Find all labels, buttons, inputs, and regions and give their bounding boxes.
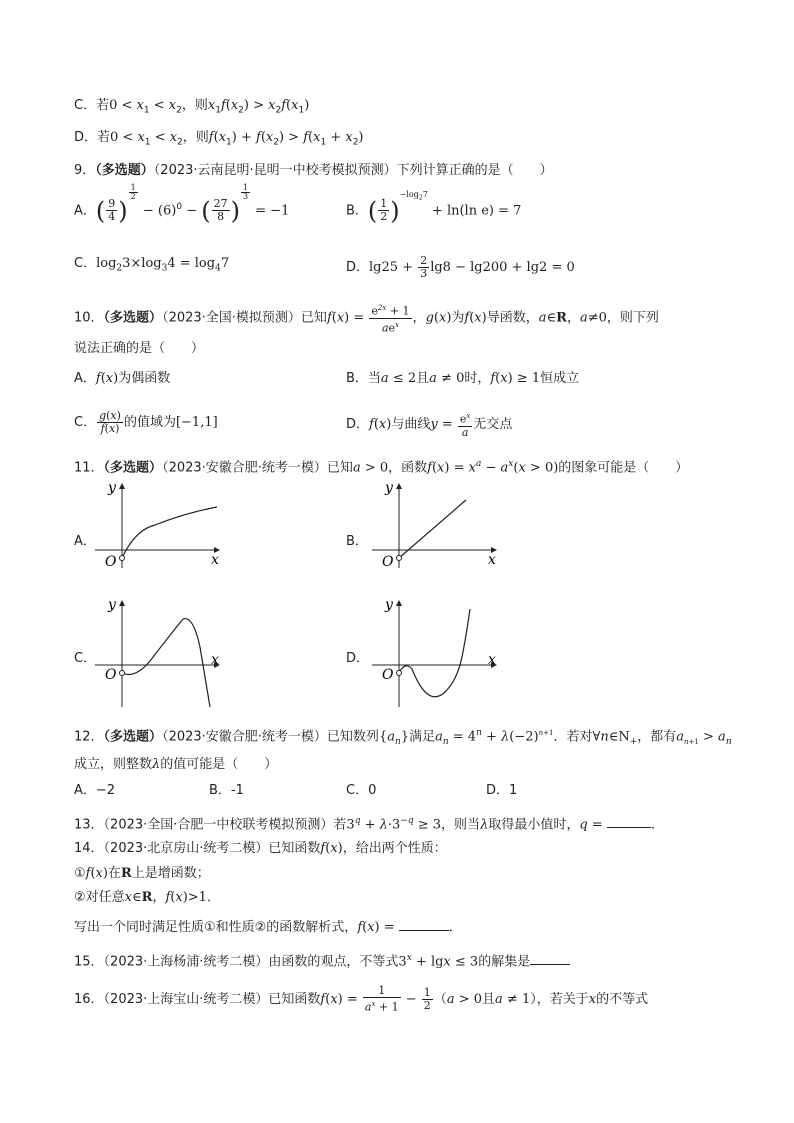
q10-option-b: B．当a ≤ 2且a ≠ 0时，f(x) ≥ 1恒成立 <box>346 371 580 386</box>
q11-stem: 11．（多选题）（2023·安徽合肥·统考一模）已知a > 0，函数$f(x) = x^a - a^x(x > 0)$的图象可能是（ ） <box>74 459 689 476</box>
q12-option-d: D．1 <box>486 783 518 798</box>
q10-line2: 说法正确的是（ ） <box>74 341 205 356</box>
axis-x-label: x <box>211 652 219 668</box>
q11-graph-b <box>372 480 507 570</box>
q9-option-b: B．( $\frac{1}{2}$ )$^{-log_27}$ + ln(ln e) = 7 <box>346 190 522 225</box>
q12-option-c: C．0 <box>346 783 377 798</box>
axis-y-label: y <box>385 597 393 613</box>
q12-stem: 12．（多选题）（2023·安徽合肥·统考一模）已知数列$\{a_n\}$满足$a_n = 4^n + \lambda(-2)^{n+1}$．若对$\forall n\in N_+$，都有$a_{n+1} > a_n$ <box>74 728 732 747</box>
q9-option-c: C．$\log_23\times\log_34 = \log_47$ <box>74 256 230 274</box>
q9-option-a: A．( $\frac{9}{4}$ ) $^{\frac{1}{2}}$ − $(6)^0$ − ( $\frac{27}{8}$ ) $^{\frac{1}{3}}$ = −1 <box>74 183 290 225</box>
origin-label: O <box>105 667 117 683</box>
q9-stem: 9．（多选题）（2023·云南昆明·昆明一中校考模拟预测）下列计算正确的是（ ） <box>74 163 553 178</box>
q8-option-d: D．若$0 < x_1 < x_2$，则$f(x_1) + f(x_2) > f(x_1 + x_2)$ <box>74 130 364 148</box>
q11-option-b-label: B． <box>346 534 368 549</box>
q10-option-c: C． $\frac{g(x)}{f(x)}$ 的值域为[−1,1] <box>74 409 218 435</box>
q11-option-a-label: A． <box>74 534 96 549</box>
q8-option-c: C．若$0 < x_1 < x_2$，则$x_1f(x_2) > x_2f(x_1)$ <box>74 98 310 116</box>
q12-option-b: B．-1 <box>209 783 244 798</box>
q11-graph-a <box>95 480 230 570</box>
origin-label: O <box>105 554 117 570</box>
axis-x-label: x <box>211 552 219 568</box>
axis-y-label: y <box>385 480 393 496</box>
q10-option-a: A．f(x)为偶函数 <box>74 371 171 386</box>
origin-label: O <box>382 667 394 683</box>
origin-label: O <box>382 554 394 570</box>
q11-graph-c <box>95 597 230 712</box>
q14-ask: 写出一个同时满足性质①和性质②的函数解析式，f(x) = ． <box>74 920 462 935</box>
q16-stem: 16．（2023·上海宝山·统考二模）已知函数f(x) = $\frac{1}{a^x + 1}$ − $\frac{1}{2}$ （a > 0且a ≠ 1），若关于x的不等式 <box>74 984 649 1014</box>
q12-option-a: A．−2 <box>74 783 116 798</box>
q14-property-2: ②对任意x∈R，f(x)>1． <box>74 890 220 905</box>
axis-y-label: y <box>108 480 116 496</box>
q13-stem: 13．（2023·全国·合肥一中校联考模拟预测）若$3^q + \lambda\cdot 3^{-q} \ge 3$，则当λ取得最小值时，q = . <box>74 816 655 833</box>
q11-graph-d <box>372 597 507 712</box>
q11-option-c-label: C． <box>74 651 97 666</box>
axis-x-label: x <box>488 552 496 568</box>
q10-stem: 10．（多选题）（2023·全国·模拟预测）已知f(x) = $\frac{e^{2x} + 1}{ae^x}$ ，g(x)为f(x)导函数，a∈R，a≠0，则下列 <box>74 304 659 335</box>
q9-option-d: D．lg25 + $\frac{2}{3}$ lg8 − lg200 + lg2 = 0 <box>346 254 575 280</box>
axis-y-label: y <box>108 597 116 613</box>
q11-option-d-label: D． <box>346 651 370 666</box>
q14-stem: 14．（2023·北京房山·统考二模）已知函数f(x)，给出两个性质： <box>74 841 447 856</box>
q10-option-d: D．f(x)与曲线y = $\frac{e^x}{a}$ 无交点 <box>346 412 513 439</box>
q12-line2: 成立，则整数λ的值可能是（ ） <box>74 757 278 772</box>
q14-property-1: ①f(x)在R上是增函数； <box>74 866 210 881</box>
q15-stem: 15．（2023·上海杨浦·统考二模）由函数的观点，不等式$3^x + \lg x \le 3$的解集是 <box>74 949 570 971</box>
axis-x-label: x <box>488 652 496 668</box>
